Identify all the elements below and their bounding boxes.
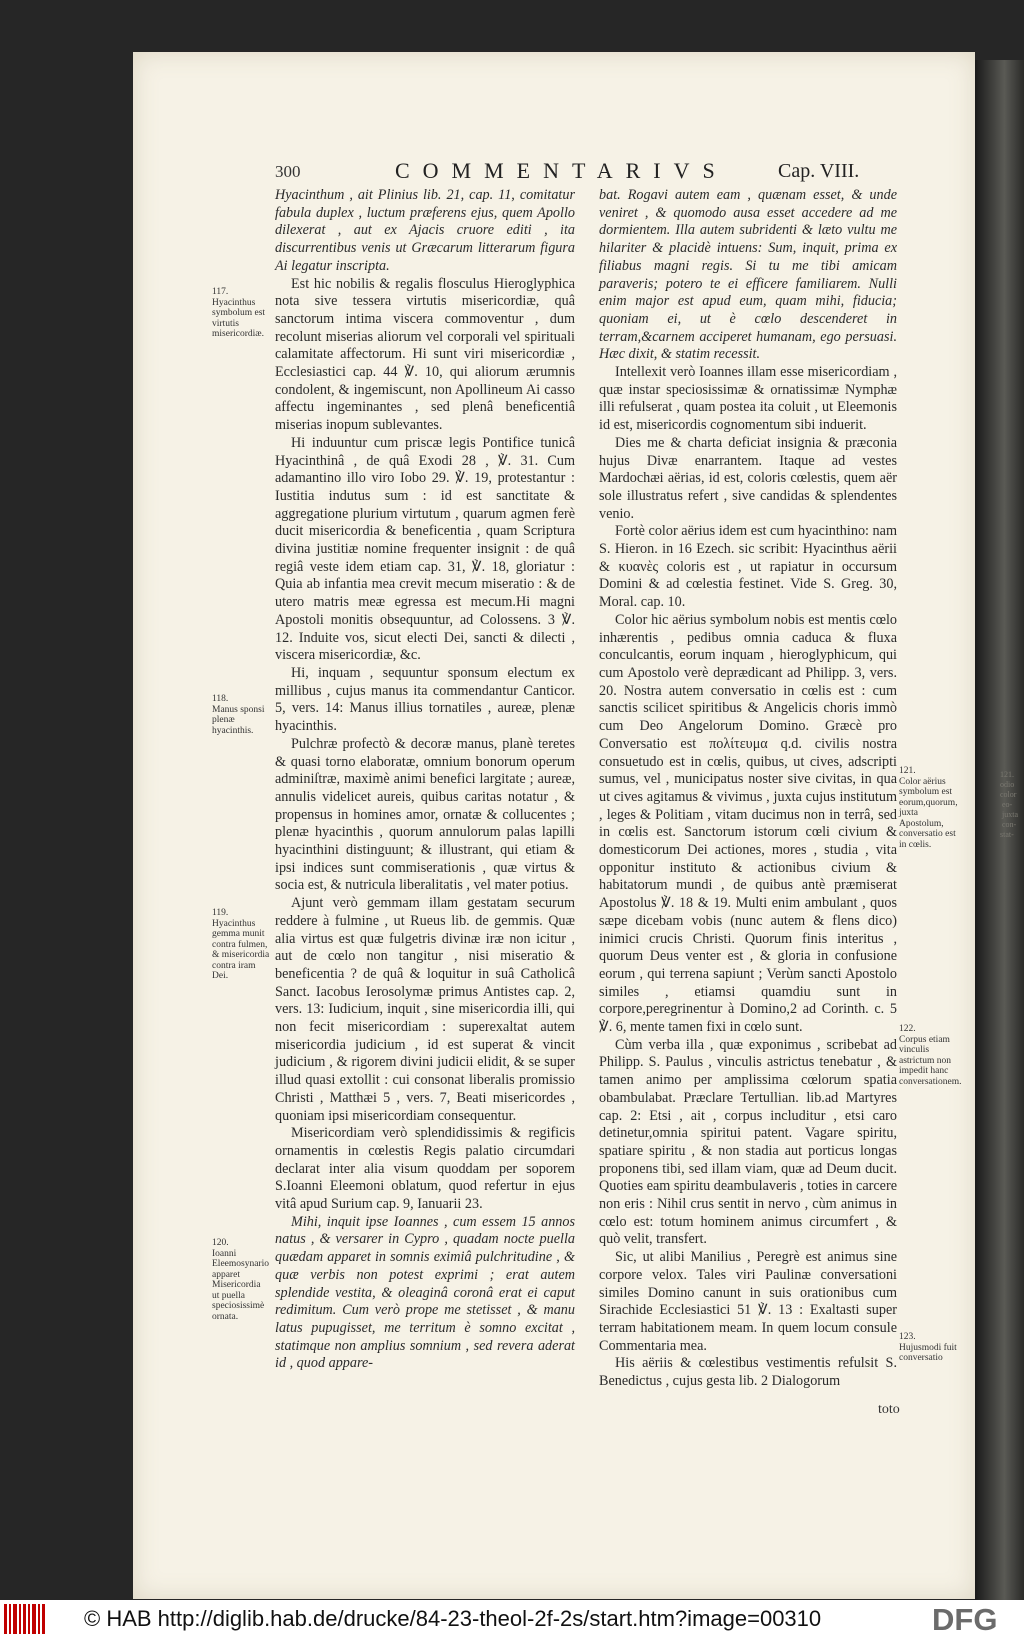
margin-note-123: 123. Hujusmodi fuit conversatio — [899, 1332, 957, 1363]
paragraph: Pulchræ profectò & decoræ manus, planè teretes & quasi torno elaboratæ, omnium bonorum operum adminiſtræ, maximè animi benefici largitate ; aureæ, annulis videlicet aureis, quibus caritas notatur , & propensus in homines amor, ornatæ & collucentes ; plenæ hyacinthis , quorum annulorum palas lapilli hyacinthini distinguunt; & illustrant, qui etiam & ipsi indices sunt commiserationis , quæ virtus & socia est, & nutricula liberalitatis , vel mater potius. — [275, 735, 575, 894]
margin-note-118: 118. Manus sponsi plenæ hyacinthis. — [212, 694, 265, 736]
margin-note-119: 119. Hyacinthus gemma munit contra fulmen, & misericordia contra iram Dei. — [212, 908, 270, 981]
adjacent-page-ghost-text: 121. odio color eo- juxta con- stat- — [1000, 770, 1018, 839]
left-text-column — [275, 187, 575, 1373]
paragraph: Intellexit verò Ioannes illam esse misericordiam , quæ instar speciosissimæ & ornatissimæ Nymphæ illi refulserat , quam postea ita coluit , ut Eleemonis id est, misericordis cognomentum sibi induerit. — [599, 364, 897, 434]
chapter-label: Cap. VIII. — [778, 160, 860, 182]
paragraph: Hi induuntur cum priscæ legis Pontifice tunicâ Hyacinthinâ , de quâ Exodi 28 , ℣. 31. Cum adamantino illo viro Iobo 29. ℣. 19, protestantur : Iustitia indutus sum : id est sanctitate & aggregatione plurium virtutum , quarum agmen ferè ducit misericordia & beneficentia , quam Scriptura divina justitiæ nomine frequenter insignit : de quâ regiâ veste idem etiam cap. 31, ℣. 18, gloriatur : Quia ab infantia mea crevit mecum miseratio : & de utero matris meæ egressa est mecum.Hi magni Apostoli monitis obsequuntur, ad Colossens. 3 ℣. 12. Induite vos, sicut electi Dei, sancti & dilecti , viscera misericordiæ, &c. — [275, 434, 575, 664]
paragraph: Sic, ut alibi Manilius , Peregrè est animus sine corpore velox. Tales viri Paulinæ conversationi similes Domino canunt in suis orationibus cum Sirachide Ecclesiastici 51 ℣. 13 : Exaltasti super terram habitationem meam. In quem locum consule Commentaria mea. — [599, 1249, 897, 1354]
barcode-icon — [4, 1604, 46, 1634]
paragraph: Misericordiam verò splendidissimis & regificis ornamentis in cœlestis Regis palatio circumdari declarat inter alia visum quoddam per soporem S.Ioanni Eleemoni oblatum, quod refertur in ejus vitâ apud Surium cap. 9, Ianuarii 23. — [275, 1125, 575, 1213]
margin-note-122: 122. Corpus etiam vinculis astrictum non impedit hanc conversationem. — [899, 1024, 962, 1087]
paragraph: His aëriis & cœlestibus vestimentis refulsit S. Benedictus , cujus gesta lib. 2 Dialogorum — [599, 1355, 897, 1390]
paragraph: Fortè color aërius idem est cum hyacinthino: nam S. Hieron. in 16 Ezech. sic scribit: Hyacinthus aërii & κυανὲς coloris est , ut rapiatur in occursum Domini & ad cœlestia festinet. Vide S. Greg. 30, Moral. cap. 10. — [599, 523, 897, 611]
dfg-logo: DFG — [932, 1602, 998, 1637]
paragraph: bat. Rogavi autem eam , quænam esset, & unde veniret , & quomodo ausa esset accedere ad me dormientem. Illa autem subridenti & læto vultu me hilariter & placidè intuens: Sum, inquit, prima ex filiabus magni regis. Si tu me tibi amicam paraveris; potero te ei efficere familiarem. Nulli enim major est apud eum, quam mihi, fiducia; quoniam ei, ut è cœlo descenderet in terram,&carnem acciperet humanam, ego persuasi. Hæc dixit, & statim recessit. — [599, 187, 897, 363]
right-text-column — [599, 187, 897, 1391]
paragraph: Color hic aërius symbolum nobis est mentis cœlo inhærentis , pedibus omnia caduca & fluxa conculcantis, eorum inquam , hieroglyphicum, qui cum Apostolo verè deprædicant ad Philipp. 3, vers. 20. Nostra autem conversatio in cœlis est : cum sanctis scilicet spiritibus & Angelicis choris immò cum Deo Angelorum Domino. Græcè pro Conversatio est πολίτευμα q.d. civilis nostra consuetudo est in cœlis, quibus, ut cives, adscripti sumus, vel , municipatus noster sive civitas, in qua ut cives agitamus & vivimus , juxta cujus institutum , leges & Politiam , vitam ducimus non in terrâ, sed in cœlis est. Sanctorum istorum cœli civium & domesticorum Dei actiones, mores , studia , vita opponitur instituto & actionibus civium & habitatorum mundi , de quibus antè præmiserat Apostolus ℣. 18 & 19. Multi enim ambulant , quos sæpe dicebam vobis (nunc autem & flens dico) inimici crucis Christi. Quorum finis interitus , quorum Deus venter est , & gloria in confusione eorum , qui terrena sapiunt ; Verùm sancti Apostolo similes , etiamsi quamdiu sunt in corpore,peregrinentur à Domino,2 ad Corinth. c. 5 ℣. 6, mente tamen fixi in cœlo sunt. — [599, 611, 897, 1036]
paragraph: Dies me & charta deficiat insignia & præconia hujus Divæ enarrantem. Itaque ad vestes Mardochæi aërias, id est, coloris cœlestis, quem aër sole illustratus refert , sive candidas & splendentes venio. — [599, 434, 897, 522]
paragraph: Mihi, inquit ipse Ioannes , cum essem 15 annos natus , & versarer in Cypro , quadam nocte puella quædam apparet in somnis eximiâ pulchritudine , & quæ verbis non potest exprimi ; erat autem splendide vestita, & oleaginâ coronâ erat ei caput redimitum. Cum verò prope me stetisset , & manu latus pupugisset, me territum è somno excitat , statimque non amplius somnium , sed revera aderat id , quod appare- — [275, 1213, 575, 1372]
paragraph: Hyacinthum , ait Plinius lib. 21, cap. 11, comitatur fabula duplex , luctum præferens ejus, quem Apollo dilexerat , aut ex Ajacis cruore editi , ita discurrentibus venis ut Græcarum litterarum figura Ai legatur inscripta. — [275, 187, 575, 274]
running-title: COMMENTARIVS — [395, 158, 728, 183]
paragraph: Est hic nobilis & regalis flosculus Hieroglyphica nota sive tessera virtutis misericordiæ, quâ sanctorum intima viscera commoventur , dum recolunt miserias aliorum vel corporali vel spirituali calamitate affectorum. Hi sunt viri misericordiæ , Ecclesiastici cap. 44 ℣. 10, qui aliorum ærumnis condolent, & ingemiscunt, non Apollineum Ai casso affectu ingeminantes , sed plenâ beneficentiâ miserias inopum sublevantes. — [275, 275, 575, 434]
source-url-link[interactable]: © HAB http://diglib.hab.de/drucke/84-23-theol-2f-2s/start.htm?image=00310 — [84, 1606, 822, 1631]
book-page — [133, 52, 975, 1599]
viewer-footer — [0, 1600, 1024, 1640]
margin-note-121: 121. Color aërius symbolum est eorum,quorum, juxta Apostolum, conversatio est in cœlis. — [899, 766, 958, 850]
paragraph: Hi, inquam , sequuntur sponsum electum ex millibus , cujus manus ita commendantur Canticor. 5, vers. 14: Manus illius tornatiles , aureæ, plenæ hyacinthis. — [275, 664, 575, 735]
margin-note-120: 120. Ioanni Eleemosynario apparet Misericordia ut puella speciosissimè ornata. — [212, 1238, 269, 1322]
paragraph: Ajunt verò gemmam illam gestatam securum reddere à fulmine , ut Rueus lib. de gemmis. Quæ alia virtus est quæ fulgetris divinæ iræ non icitur , aut de cœlo non tangitur , nisi miseratio & beneficentia ? de quâ & loquitur in suâ Catholicâ Sanct. Iacobus Ierosolymæ primus Antistes cap. 2, vers. 13: Iudicium, inquit , sine misericordia illi, qui non fecit misericordiam : superexaltat autem misericordia judicium , id est superat & vincit judicium , & rigorem divini judicii elidit, & se super illud quasi extollit : cui consonat liberalis promissio Christi , Matthæi 5 , vers. 7, Beati misericordes , quoniam ipsi misericordiam consequentur. — [275, 895, 575, 1124]
page-number: 300 — [275, 162, 301, 181]
page-header — [133, 158, 975, 188]
paragraph: Cùm verba illa , quæ exponimus , scribebat ad Philipp. S. Paulus , vinculis astrictus tenebatur , & tamen animo per amplissima cœlorum spatia obambulabat. Præclare Tertullian. lib.ad Martyres cap. 2: Etsi , ait , corpus includitur , etsi caro detinetur,omnia spiritui patent. Vagare spiritu, spatiare spiritu , & non stadia aut porticus longas proponens tibi, sed illam viam, quæ ad Deum ducit. Quoties eam spiritu deambulaveris , toties in carcere non eris : Nihil crus sentit in nervo , cùm animus in cœlo est: totum hominem animus circumfert , & quò velit, transfert. — [599, 1036, 897, 1248]
catchword: toto — [878, 1402, 900, 1417]
margin-note-117: 117. Hyacinthus symbolum est virtutis misericordiæ. — [212, 287, 266, 339]
